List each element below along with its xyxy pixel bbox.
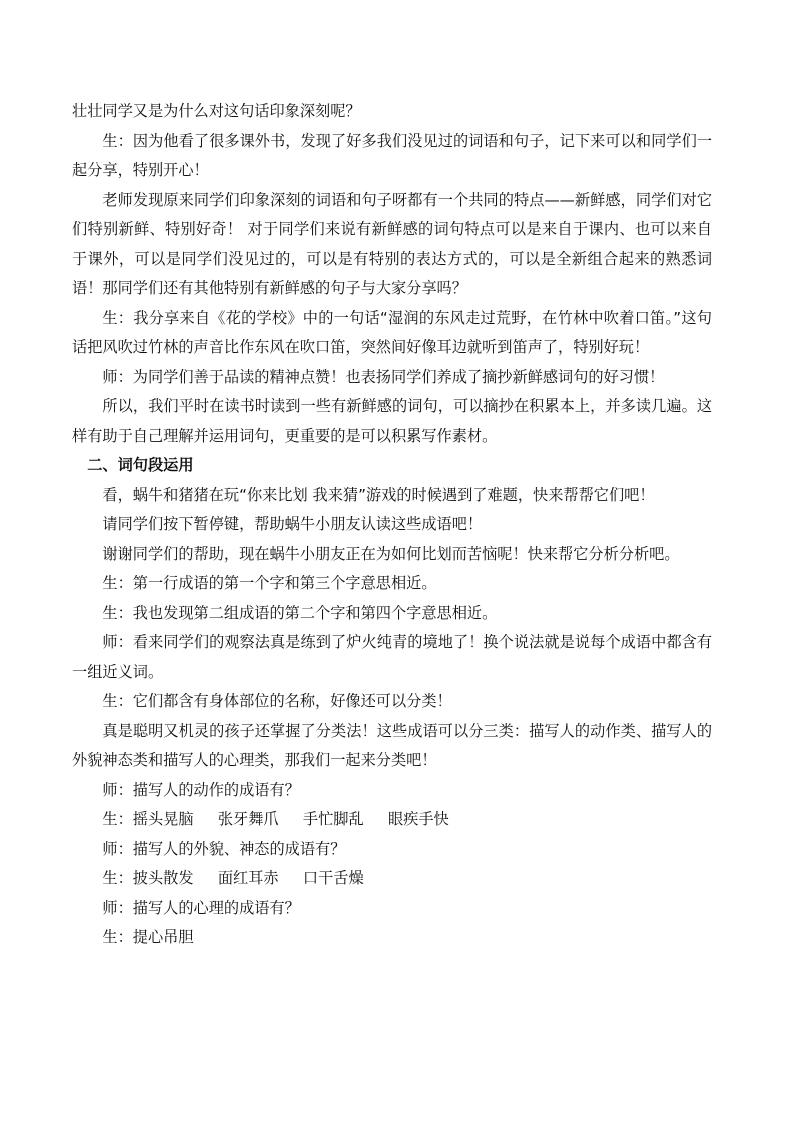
idiom: 摇头晃脑: [132, 810, 194, 828]
idiom-answer-action: [72, 805, 712, 835]
idiom: 眼疾手快: [387, 810, 449, 828]
paragraph: 请同学们按下暂停键，帮助蜗牛小朋友认读这些成语吧！: [102, 515, 483, 533]
idiom: 张牙舞爪: [217, 810, 279, 828]
paragraph: 生：第一行成语的第一个字和第三个字意思相近。: [102, 574, 437, 592]
section-heading: 二、词句段运用: [87, 456, 194, 474]
speaker-label: 生：: [102, 869, 133, 887]
paragraph: 生：我也发现第二组成语的第二个字和第四个字意思相近。: [102, 603, 498, 622]
paragraph: 真是聪明又机灵的孩子还掌握了分类法！这些成语可以分三类：描写人的动作类、描写人的外貌神态类和描写人的心理类，那我们一起来分类吧！: [72, 721, 712, 769]
idiom-answer-appearance: [72, 864, 712, 894]
paragraph: 师：描写人的外貌、神态的成语有？: [102, 839, 346, 858]
paragraph: 生：它们都含有身体部位的名称，好像还可以分类！: [102, 692, 452, 710]
paragraph: 谢谢同学们的帮助，现在蜗牛小朋友正在为如何比划而苦恼呢！快来帮它分析分析吧。: [102, 544, 680, 563]
idiom: 面红耳赤: [217, 869, 279, 887]
paragraph: 生：我分享来自《花的学校》中的一句话“湿润的东风走过荒野，在竹林中吹着口笛。”这句话把风吹过竹林的声音比作东风在吹口笛，突然间好像耳边就听到笛声了，特别好玩！: [72, 308, 712, 356]
idiom: 手忙脚乱: [302, 810, 364, 828]
idiom: 口干舌燥: [302, 869, 364, 887]
paragraph: 所以，我们平时在读书时读到一些有新鲜感的词句，可以摘抄在积累本上，并多读几遍。这样有助于自己理解并运用词句，更重要的是可以积累写作素材。: [72, 397, 712, 445]
paragraph: 师：描写人的动作的成语有？: [102, 780, 300, 799]
idiom-answer-mind: [72, 923, 712, 953]
paragraph: 看，蜗牛和猪猪在玩“你来比划 我来猜”游戏的时候遇到了难题，快来帮帮它们吧！: [102, 485, 655, 504]
idiom: 披头散发: [132, 869, 194, 887]
paragraph: 生：因为他看了很多课外书，发现了好多我们没见过的词语和句子，记下来可以和同学们一起分享，特别开心！: [72, 131, 712, 179]
paragraph: 师：为同学们善于品读的精神点赞！也表扬同学们养成了摘抄新鲜感词句的好习惯！: [102, 367, 665, 386]
paragraph: 老师发现原来同学们印象深刻的词语和句子呀都有一个共同的特点——新鲜感，同学们对它们特别新鲜、特别好奇！ 对于同学们来说有新鲜感的词句特点可以是来自于课内、也可以来自于课外，可以是同学们没见过的，可以是有特别的表达方式的，可以是全新组合起来的熟悉词语！那同学们还有其他特别有新鲜感的句子与大家分享吗？: [72, 190, 712, 297]
speaker-label: 生：: [102, 928, 133, 946]
idiom: 提心吊胆: [132, 928, 194, 946]
paragraph: 壮壮同学又是为什么对这句话印象深刻呢？: [72, 102, 361, 120]
paragraph: 师：看来同学们的观察法真是练到了炉火纯青的境地了！换个说法就是说每个成语中都含有一组近义词。: [72, 633, 712, 681]
speaker-label: 生：: [102, 810, 133, 828]
paragraph: 师：描写人的心理的成语有？: [102, 898, 300, 917]
